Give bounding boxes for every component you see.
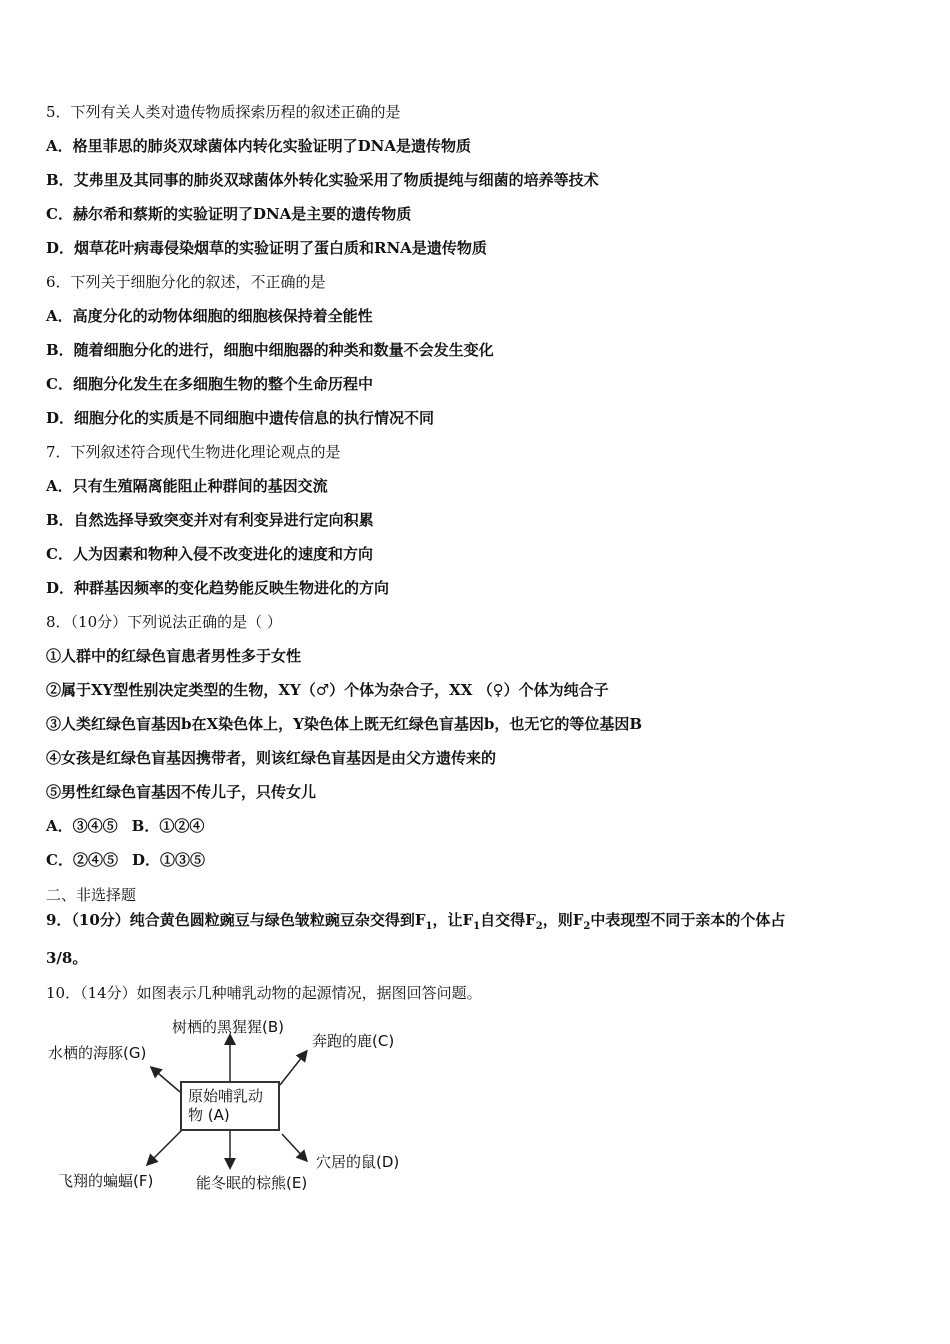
q6-option-c: C．细胞分化发生在多细胞生物的整个生命历程中 <box>46 375 373 393</box>
mammal-origin-diagram <box>44 1012 414 1202</box>
q8-statement-4: ④女孩是红绿色盲基因携带者，则该红绿色盲基因是由父方遗传来的 <box>46 749 497 767</box>
arrow-to-c <box>280 1052 306 1085</box>
q9-text-a: 9．（10分）纯合黄色圆粒豌豆与绿色皱粒豌豆杂交得到F <box>46 911 426 929</box>
q8-option-c: C．②④⑤ <box>46 851 118 869</box>
q5-option-d: D．烟草花叶病毒侵染烟草的实验证明了蛋白质和RNA是遗传物质 <box>46 239 487 257</box>
q7-option-c: C．人为因素和物种入侵不改变进化的速度和方向 <box>46 545 373 563</box>
q5-option-c: C．赫尔希和蔡斯的实验证明了DNA是主要的遗传物质 <box>46 205 412 223</box>
q8-statement-5: ⑤男性红绿色盲基因不传儿子，只传女儿 <box>46 783 317 801</box>
q7-option-d: D．种群基因频率的变化趋势能反映生物进化的方向 <box>46 579 390 597</box>
q6-option-d: D．细胞分化的实质是不同细胞中遗传信息的执行情况不同 <box>46 409 435 427</box>
q6-option-a: A．高度分化的动物体细胞的细胞核保持着全能性 <box>46 307 373 325</box>
origin-node-a-line2: 物 (A) <box>188 1106 230 1124</box>
node-c-label: 奔跑的鹿(C) <box>312 1032 395 1050</box>
q8-stem: 8．（10分）下列说法正确的是（ ） <box>46 613 282 631</box>
q8-statement-1: ①人群中的红绿色盲患者男性多于女性 <box>46 647 302 665</box>
node-b-label: 树栖的黑猩猩(B) <box>172 1018 284 1036</box>
arrow-to-f <box>148 1130 182 1164</box>
q5-stem: 5．下列有关人类对遗传物质探索历程的叙述正确的是 <box>46 103 401 121</box>
q8-options-row2 <box>46 850 219 870</box>
q9-text-e: 中表现型不同于亲本的个体占 <box>590 911 786 929</box>
q9-text-d: ，则F <box>542 911 584 929</box>
node-f-label: 飞翔的蝙蝠(F) <box>58 1172 154 1190</box>
q7-option-a: A．只有生殖隔离能阻止种群间的基因交流 <box>46 477 328 495</box>
q5-option-a: A．格里菲思的肺炎双球菌体内转化实验证明了DNA是遗传物质 <box>46 137 471 155</box>
q8-options-row1 <box>46 816 218 836</box>
q8-option-b: B．①②④ <box>131 817 205 835</box>
q9-subscript: 1 <box>425 921 433 932</box>
q9-line2: 3/8。 <box>46 949 88 967</box>
q9-subscript: 2 <box>535 921 543 932</box>
q6-option-b: B．随着细胞分化的进行，细胞中细胞器的种类和数量不会发生变化 <box>46 341 494 359</box>
q9-subscript: 2 <box>583 921 591 932</box>
q8-statement-2: ②属于XY型性别决定类型的生物，XY（♂）个体为杂合子，XX （♀）个体为纯合子 <box>46 681 609 699</box>
q7-option-b: B．自然选择导致突变并对有利变异进行定向积累 <box>46 511 374 529</box>
node-d-label: 穴居的鼠(D) <box>316 1153 400 1171</box>
q5-option-b: B．艾弗里及其同事的肺炎双球菌体外转化实验采用了物质提纯与细菌的培养等技术 <box>46 171 599 189</box>
q9-text-b: ，让F <box>432 911 474 929</box>
q6-stem: 6．下列关于细胞分化的叙述，不正确的是 <box>46 273 326 291</box>
q10-stem: 10．（14分）如图表示几种哺乳动物的起源情况，据图回答问题。 <box>46 984 482 1002</box>
q9-line1 <box>46 910 785 937</box>
origin-node-a <box>180 1081 280 1131</box>
arrow-to-g <box>152 1068 180 1092</box>
node-g-label: 水栖的海豚(G) <box>48 1044 147 1062</box>
section-heading: 二、非选择题 <box>46 886 137 904</box>
q7-stem: 7．下列叙述符合现代生物进化理论观点的是 <box>46 443 341 461</box>
q9-text-c: 自交得F <box>480 911 536 929</box>
node-e-label: 能冬眠的棕熊(E) <box>196 1174 308 1192</box>
q8-option-d: D．①③⑤ <box>131 851 205 869</box>
q8-statement-3: ③人类红绿色盲基因b在X染色体上，Y染色体上既无红绿色盲基因b，也无它的等位基因B <box>46 715 643 733</box>
q8-option-a: A．③④⑤ <box>46 817 118 835</box>
q9-subscript: 1 <box>473 921 481 932</box>
arrow-to-d <box>282 1134 306 1160</box>
origin-node-a-line1: 原始哺乳动 <box>188 1087 264 1105</box>
